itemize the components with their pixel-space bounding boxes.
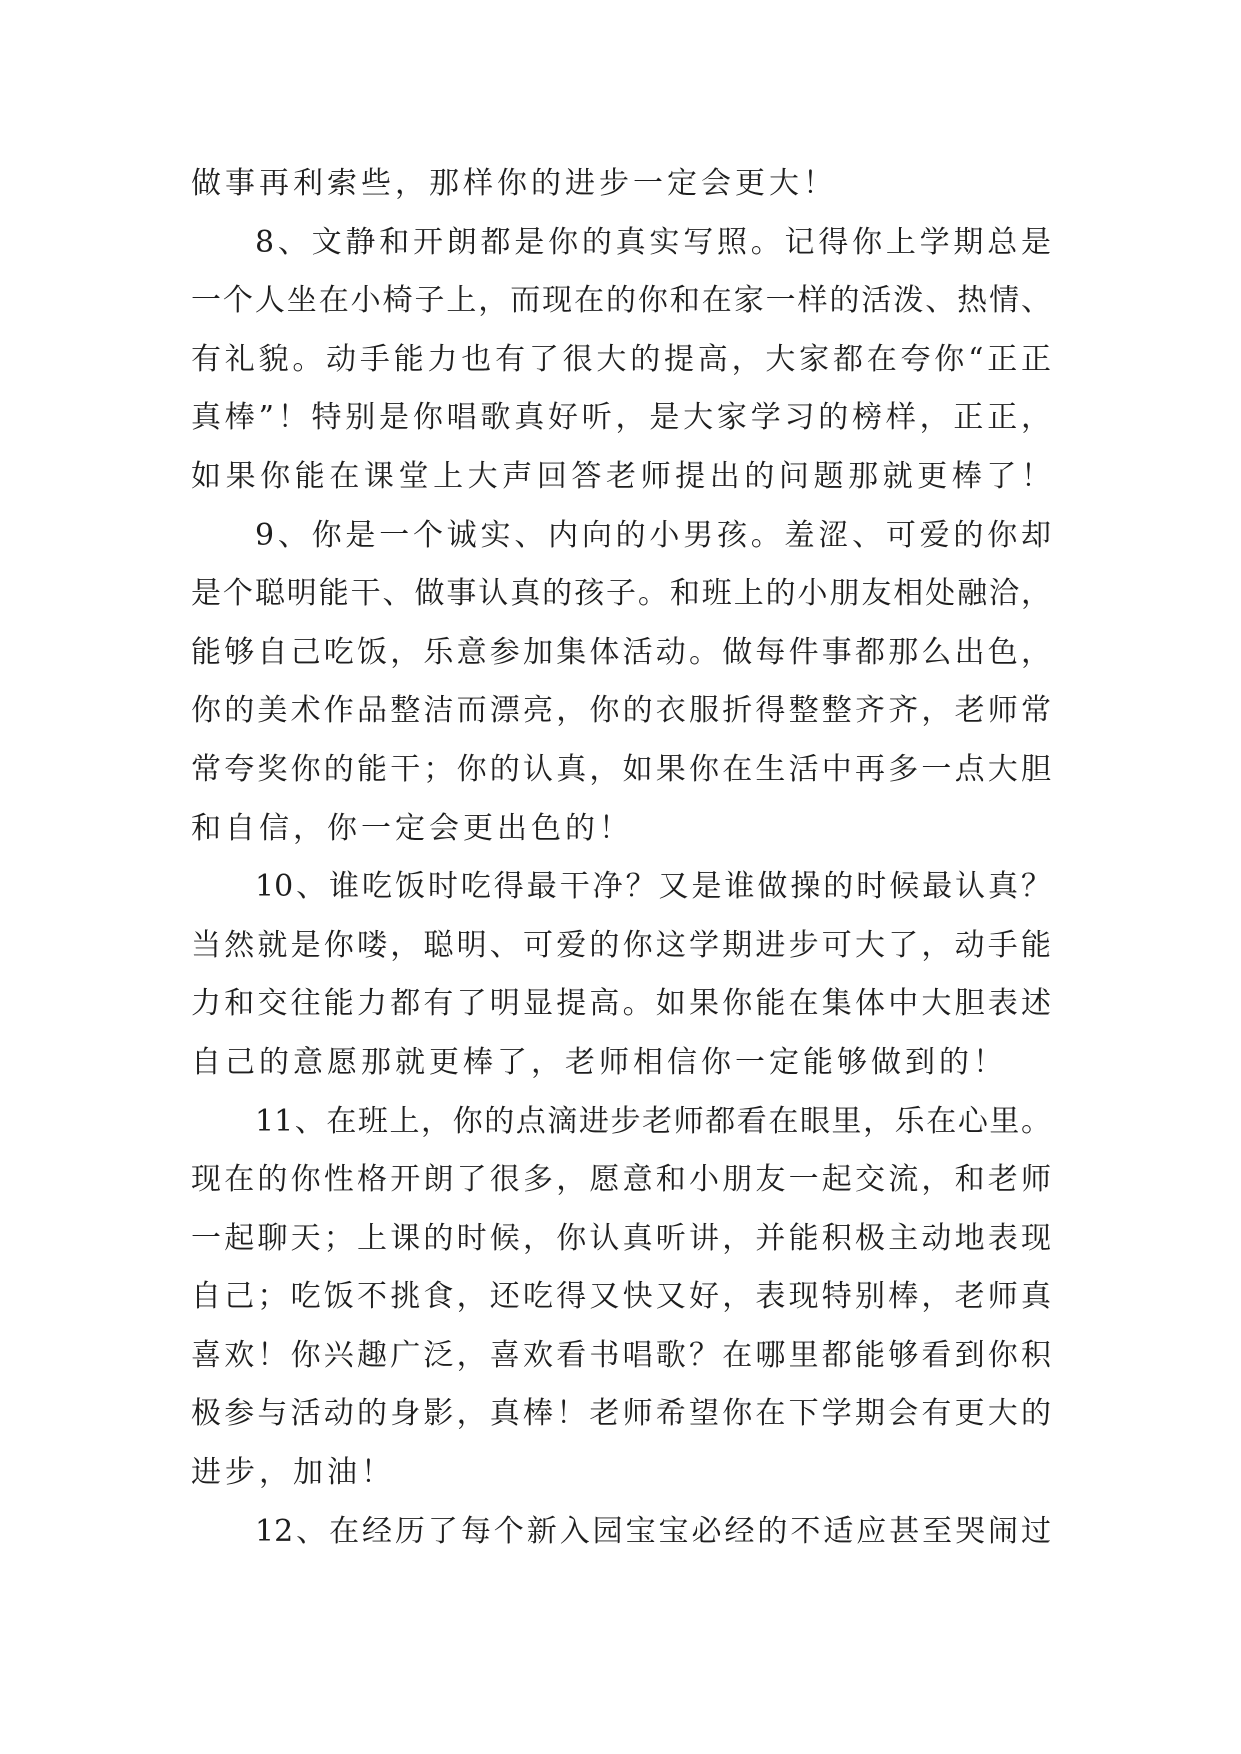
document-body (191, 155, 1051, 1561)
text-line: 能够自己吃饭，乐意参加集体活动。做每件事都那么出色， (191, 634, 1051, 670)
text-line: 和自信，你一定会更出色的！ (191, 810, 633, 846)
text-line: 有礼貌。动手能力也有了很大的提高，大家都在夸你“正正 (191, 341, 1051, 377)
text-line: 极参与活动的身影，真棒！老师希望你在下学期会有更大的 (191, 1396, 1051, 1432)
text-line: 现在的你性格开朗了很多，愿意和小朋友一起交流，和老师 (191, 1162, 1051, 1198)
text-line: 当然就是你喽，聪明、可爱的你这学期进步可大了，动手能 (191, 927, 1051, 963)
text-line: 进步，加油！ (191, 1455, 395, 1491)
text-line: 真棒”！特别是你唱歌真好听，是大家学习的榜样，正正， (191, 400, 1051, 436)
text-line: 喜欢！你兴趣广泛，喜欢看书唱歌？在哪里都能够看到你积 (191, 1337, 1051, 1373)
paragraph-first-line: 9、你是一个诚实、内向的小男孩。羞涩、可爱的你却 (255, 517, 1051, 553)
paragraph-first-line: 8、文静和开朗都是你的真实写照。记得你上学期总是 (255, 224, 1051, 260)
text-line: 常夸奖你的能干；你的认真，如果你在生活中再多一点大胆 (191, 751, 1051, 787)
text-line: 一起聊天；上课的时候，你认真听讲，并能积极主动地表现 (191, 1220, 1051, 1256)
text-line: 自己的意愿那就更棒了，老师相信你一定能够做到的！ (191, 1044, 1007, 1080)
text-line: 力和交往能力都有了明显提高。如果你能在集体中大胆表述 (191, 986, 1051, 1022)
text-line: 如果你能在课堂上大声回答老师提出的问题那就更棒了！ (191, 458, 1051, 494)
paragraph-first-line: 11、在班上，你的点滴进步老师都看在眼里，乐在心里。 (255, 1103, 1051, 1139)
text-line: 是个聪明能干、做事认真的孩子。和班上的小朋友相处融洽， (191, 576, 1051, 612)
text-line: 做事再利索些，那样你的进步一定会更大！ (191, 166, 837, 201)
text-line: 自己；吃饭不挑食，还吃得又快又好，表现特别棒，老师真 (191, 1279, 1051, 1315)
paragraph-first-line: 12、在经历了每个新入园宝宝必经的不适应甚至哭闹过 (255, 1513, 1051, 1549)
paragraph-first-line: 10、谁吃饭时吃得最干净？又是谁做操的时候最认真？ (255, 869, 1051, 905)
text-line: 一个人坐在小椅子上，而现在的你和在家一样的活泼、热情、 (191, 283, 1051, 319)
text-line: 你的美术作品整洁而漂亮，你的衣服折得整整齐齐，老师常 (191, 693, 1051, 729)
